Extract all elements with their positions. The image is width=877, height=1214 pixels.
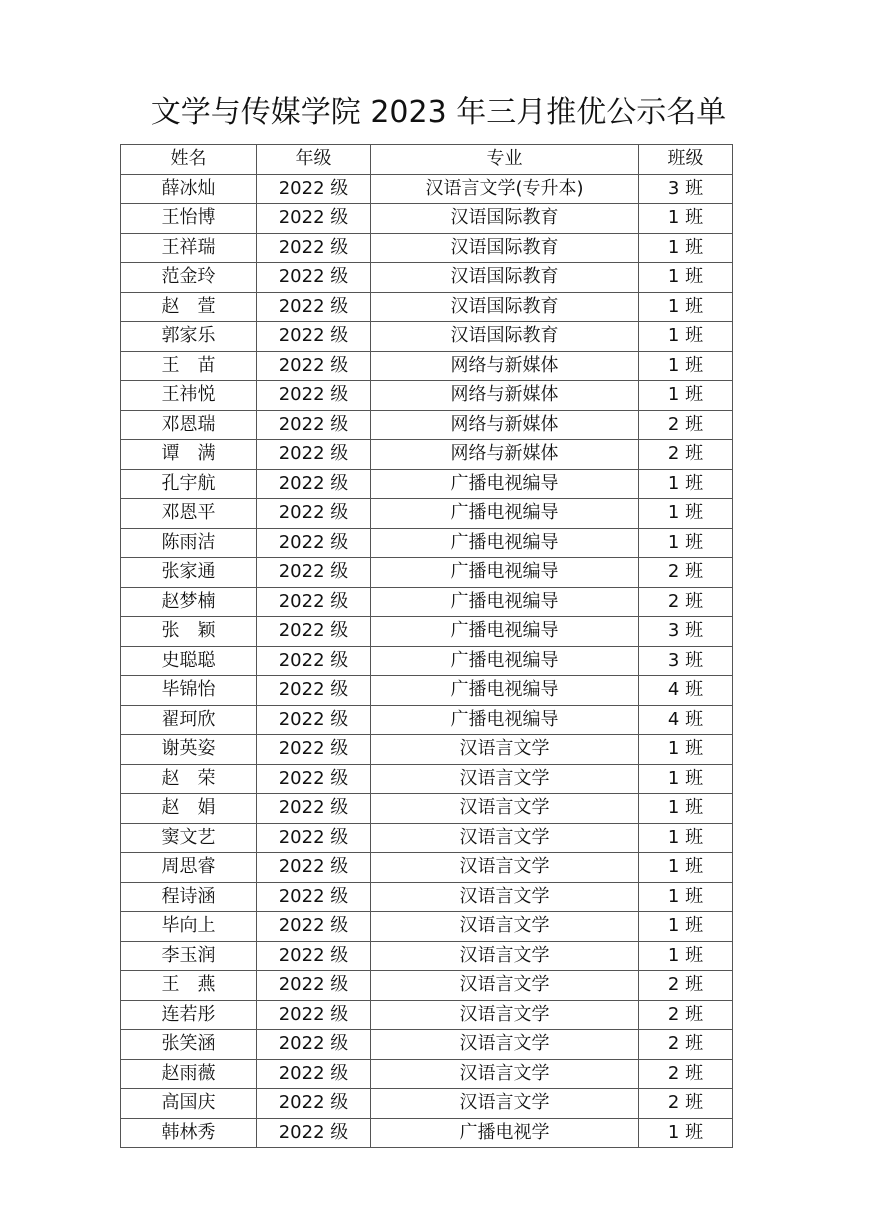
cell-grade: 2022 级 xyxy=(257,1000,371,1030)
cell-grade: 2022 级 xyxy=(257,410,371,440)
table-row xyxy=(121,174,733,204)
table-row xyxy=(121,1118,733,1148)
cell-class: 1 班 xyxy=(639,469,733,499)
table-row xyxy=(121,1059,733,1089)
table-row xyxy=(121,204,733,234)
cell-class: 1 班 xyxy=(639,233,733,263)
cell-name: 程诗涵 xyxy=(121,882,257,912)
cell-grade: 2022 级 xyxy=(257,705,371,735)
cell-grade: 2022 级 xyxy=(257,646,371,676)
cell-class: 2 班 xyxy=(639,410,733,440)
cell-major: 汉语言文学 xyxy=(371,823,639,853)
cell-grade: 2022 级 xyxy=(257,292,371,322)
table-row xyxy=(121,794,733,824)
header-class: 班级 xyxy=(639,145,733,175)
cell-major: 汉语言文学 xyxy=(371,764,639,794)
table-row xyxy=(121,440,733,470)
cell-major: 汉语言文学 xyxy=(371,1059,639,1089)
cell-name: 毕锦怡 xyxy=(121,676,257,706)
header-name: 姓名 xyxy=(121,145,257,175)
cell-class: 1 班 xyxy=(639,1118,733,1148)
table-row xyxy=(121,705,733,735)
cell-grade: 2022 级 xyxy=(257,528,371,558)
table-row xyxy=(121,587,733,617)
cell-name: 孔宇航 xyxy=(121,469,257,499)
cell-major: 网络与新媒体 xyxy=(371,410,639,440)
cell-class: 2 班 xyxy=(639,558,733,588)
table-row xyxy=(121,410,733,440)
cell-name: 张 颖 xyxy=(121,617,257,647)
cell-grade: 2022 级 xyxy=(257,174,371,204)
cell-class: 4 班 xyxy=(639,676,733,706)
table-row xyxy=(121,322,733,352)
cell-grade: 2022 级 xyxy=(257,558,371,588)
cell-name: 谢英姿 xyxy=(121,735,257,765)
cell-name: 王 燕 xyxy=(121,971,257,1001)
cell-major: 广播电视学 xyxy=(371,1118,639,1148)
cell-major: 广播电视编导 xyxy=(371,558,639,588)
cell-major: 汉语国际教育 xyxy=(371,204,639,234)
cell-major: 广播电视编导 xyxy=(371,705,639,735)
cell-class: 3 班 xyxy=(639,174,733,204)
cell-class: 1 班 xyxy=(639,735,733,765)
cell-class: 1 班 xyxy=(639,204,733,234)
table-row xyxy=(121,1000,733,1030)
cell-major: 汉语言文学 xyxy=(371,853,639,883)
cell-major: 广播电视编导 xyxy=(371,676,639,706)
table-row xyxy=(121,469,733,499)
table-row xyxy=(121,1089,733,1119)
cell-grade: 2022 级 xyxy=(257,322,371,352)
table-row xyxy=(121,381,733,411)
cell-major: 网络与新媒体 xyxy=(371,440,639,470)
cell-name: 高国庆 xyxy=(121,1089,257,1119)
table-header-row xyxy=(121,145,733,175)
cell-class: 1 班 xyxy=(639,882,733,912)
cell-name: 赵雨薇 xyxy=(121,1059,257,1089)
cell-major: 广播电视编导 xyxy=(371,499,639,529)
cell-name: 翟珂欣 xyxy=(121,705,257,735)
cell-name: 邓恩瑞 xyxy=(121,410,257,440)
cell-class: 1 班 xyxy=(639,941,733,971)
cell-class: 2 班 xyxy=(639,1030,733,1060)
cell-name: 王怡博 xyxy=(121,204,257,234)
cell-grade: 2022 级 xyxy=(257,587,371,617)
cell-grade: 2022 级 xyxy=(257,204,371,234)
cell-name: 韩林秀 xyxy=(121,1118,257,1148)
cell-name: 邓恩平 xyxy=(121,499,257,529)
cell-class: 3 班 xyxy=(639,617,733,647)
cell-major: 汉语言文学(专升本) xyxy=(371,174,639,204)
cell-class: 2 班 xyxy=(639,587,733,617)
cell-major: 广播电视编导 xyxy=(371,528,639,558)
cell-grade: 2022 级 xyxy=(257,469,371,499)
cell-major: 广播电视编导 xyxy=(371,646,639,676)
cell-class: 1 班 xyxy=(639,528,733,558)
cell-grade: 2022 级 xyxy=(257,381,371,411)
table-row xyxy=(121,292,733,322)
cell-major: 汉语言文学 xyxy=(371,912,639,942)
table-row xyxy=(121,263,733,293)
cell-grade: 2022 级 xyxy=(257,499,371,529)
cell-name: 薛冰灿 xyxy=(121,174,257,204)
table-row xyxy=(121,676,733,706)
table-row xyxy=(121,971,733,1001)
table-row xyxy=(121,735,733,765)
cell-class: 1 班 xyxy=(639,764,733,794)
cell-name: 王 苗 xyxy=(121,351,257,381)
cell-major: 汉语言文学 xyxy=(371,971,639,1001)
table-row xyxy=(121,882,733,912)
cell-class: 2 班 xyxy=(639,1089,733,1119)
cell-major: 汉语言文学 xyxy=(371,1000,639,1030)
cell-major: 网络与新媒体 xyxy=(371,351,639,381)
cell-name: 毕向上 xyxy=(121,912,257,942)
table-row xyxy=(121,1030,733,1060)
cell-major: 广播电视编导 xyxy=(371,617,639,647)
table-row xyxy=(121,764,733,794)
document-title: 文学与传媒学院 2023 年三月推优公示名单 xyxy=(150,95,727,130)
header-major: 专业 xyxy=(371,145,639,175)
cell-class: 1 班 xyxy=(639,853,733,883)
cell-major: 广播电视编导 xyxy=(371,587,639,617)
cell-grade: 2022 级 xyxy=(257,617,371,647)
cell-class: 1 班 xyxy=(639,794,733,824)
table-row xyxy=(121,351,733,381)
table-row xyxy=(121,646,733,676)
cell-name: 赵 萱 xyxy=(121,292,257,322)
table-row xyxy=(121,853,733,883)
cell-class: 1 班 xyxy=(639,263,733,293)
cell-class: 2 班 xyxy=(639,1059,733,1089)
table-row xyxy=(121,233,733,263)
cell-name: 周思睿 xyxy=(121,853,257,883)
cell-class: 1 班 xyxy=(639,351,733,381)
cell-grade: 2022 级 xyxy=(257,351,371,381)
cell-name: 赵 娟 xyxy=(121,794,257,824)
cell-grade: 2022 级 xyxy=(257,912,371,942)
cell-grade: 2022 级 xyxy=(257,971,371,1001)
cell-major: 汉语国际教育 xyxy=(371,292,639,322)
cell-major: 汉语言文学 xyxy=(371,1030,639,1060)
cell-grade: 2022 级 xyxy=(257,1059,371,1089)
cell-grade: 2022 级 xyxy=(257,764,371,794)
cell-grade: 2022 级 xyxy=(257,823,371,853)
cell-name: 窦文艺 xyxy=(121,823,257,853)
cell-name: 史聪聪 xyxy=(121,646,257,676)
table-row xyxy=(121,528,733,558)
cell-major: 汉语国际教育 xyxy=(371,233,639,263)
cell-major: 汉语言文学 xyxy=(371,794,639,824)
cell-major: 汉语言文学 xyxy=(371,1089,639,1119)
cell-grade: 2022 级 xyxy=(257,882,371,912)
cell-class: 2 班 xyxy=(639,440,733,470)
cell-name: 张笑涵 xyxy=(121,1030,257,1060)
cell-major: 广播电视编导 xyxy=(371,469,639,499)
cell-major: 汉语言文学 xyxy=(371,882,639,912)
cell-class: 4 班 xyxy=(639,705,733,735)
cell-grade: 2022 级 xyxy=(257,1030,371,1060)
table-row xyxy=(121,558,733,588)
cell-major: 汉语言文学 xyxy=(371,941,639,971)
cell-grade: 2022 级 xyxy=(257,233,371,263)
table-row xyxy=(121,499,733,529)
cell-major: 汉语国际教育 xyxy=(371,322,639,352)
table-row xyxy=(121,617,733,647)
cell-name: 范金玲 xyxy=(121,263,257,293)
table-row xyxy=(121,823,733,853)
cell-grade: 2022 级 xyxy=(257,735,371,765)
cell-grade: 2022 级 xyxy=(257,440,371,470)
cell-class: 1 班 xyxy=(639,823,733,853)
cell-class: 1 班 xyxy=(639,912,733,942)
cell-name: 赵梦楠 xyxy=(121,587,257,617)
cell-name: 赵 荣 xyxy=(121,764,257,794)
cell-name: 李玉润 xyxy=(121,941,257,971)
cell-grade: 2022 级 xyxy=(257,853,371,883)
recommendation-list-table xyxy=(120,144,733,1148)
cell-name: 连若彤 xyxy=(121,1000,257,1030)
cell-grade: 2022 级 xyxy=(257,794,371,824)
cell-class: 3 班 xyxy=(639,646,733,676)
cell-name: 陈雨洁 xyxy=(121,528,257,558)
cell-grade: 2022 级 xyxy=(257,941,371,971)
cell-grade: 2022 级 xyxy=(257,263,371,293)
cell-major: 网络与新媒体 xyxy=(371,381,639,411)
cell-class: 2 班 xyxy=(639,1000,733,1030)
cell-name: 谭 满 xyxy=(121,440,257,470)
cell-major: 汉语言文学 xyxy=(371,735,639,765)
cell-grade: 2022 级 xyxy=(257,1118,371,1148)
cell-class: 1 班 xyxy=(639,322,733,352)
table-row xyxy=(121,912,733,942)
cell-name: 郭家乐 xyxy=(121,322,257,352)
header-grade: 年级 xyxy=(257,145,371,175)
cell-grade: 2022 级 xyxy=(257,1089,371,1119)
cell-name: 张家通 xyxy=(121,558,257,588)
cell-class: 1 班 xyxy=(639,381,733,411)
cell-major: 汉语国际教育 xyxy=(371,263,639,293)
cell-grade: 2022 级 xyxy=(257,676,371,706)
cell-class: 2 班 xyxy=(639,971,733,1001)
cell-class: 1 班 xyxy=(639,499,733,529)
table-row xyxy=(121,941,733,971)
cell-name: 王祥瑞 xyxy=(121,233,257,263)
cell-name: 王祎悦 xyxy=(121,381,257,411)
cell-class: 1 班 xyxy=(639,292,733,322)
